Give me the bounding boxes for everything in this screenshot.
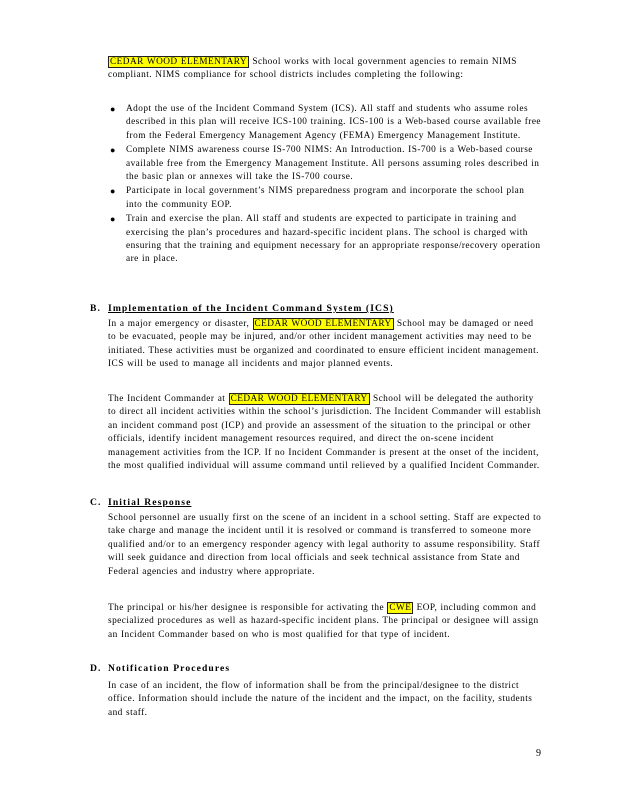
- list-item: ● Complete NIMS awareness course IS-700 NIMS: An Introduction. IS-700 is a Web-based course available free from the Emergency Management Institute. All persons assuming roles described in the basic plan or annexes will take the IS-700 course.: [110, 145, 540, 183]
- nims-requirements-list: [108, 103, 542, 268]
- section-d-paragraph-1: In case of an incident, the flow of information shall be from the principal/designee to the district office. Information should include the nature of the incident and the impact, on the facility, students and staff.: [108, 681, 533, 718]
- bullet-icon: ●: [110, 214, 116, 225]
- intro-text: School works with local government agencies to remain NIMS compliant. NIMS compliance for school districts includes completing the following:: [108, 57, 517, 81]
- school-abbrev-highlight: CWE: [389, 603, 412, 613]
- school-name-highlight: CEDAR WOOD ELEMENTARY: [110, 57, 248, 67]
- section-b-paragraph-2: The Incident Commander at CEDAR WOOD ELEMENTARY School will be delegated the authority to direct all incident activities within the school’s jurisdiction. The Incident Commander will establish an incident command post (ICP) and provide an assessment of the situation to the principal or other officials, identify incident management resources required, and direct the on-scene incident management activities from the ICP. If no Incident Commander is present at the onset of the incident, the most qualified individual will assume command until relieved by a qualified Incident Commander.: [108, 394, 542, 472]
- bullet-icon: ●: [110, 186, 116, 197]
- section-c-paragraph-2: The principal or his/her designee is responsible for activating the CWE EOP, including common and specialized procedures as well as hazard-specific incident plans. The principal or designee will assign an Incident Commander based on who is most qualified for that type of incident.: [108, 603, 539, 640]
- list-item: ● Train and exercise the plan. All staff and students are expected to participate in training and exercising the plan’s procedures and hazard-specific incident plans. The school is charged with ensuring that the training and equipment necessary for an appropriate response/recovery operation are in place.: [110, 214, 541, 265]
- page-number: 9: [536, 748, 541, 759]
- bullet-icon: ●: [110, 104, 116, 114]
- section-c-heading: C. Initial Response: [90, 497, 192, 508]
- section-d-heading: D. Notification Procedures: [90, 663, 231, 674]
- list-item: ● Adopt the use of the Incident Command System (ICS). All staff and students who assume roles described in this plan will receive ICS-100 training. ICS-100 is a Web-based course available free from the Federal Emergency Management Agency (FEMA) Emergency Management Institute.: [110, 104, 541, 141]
- bullet-icon: ●: [110, 145, 116, 156]
- section-c-paragraph-1: School personnel are usually first on the scene of an incident in a school setting. Staff are expected to take charge and manage the incident until it is resolved or command is transferred to someone more qualified and/or to an emergency responder agency with legal authority to assume responsibility. Staff will seek guidance and direction from local officials and seek technical assistance from State and Federal agencies and industry where appropriate.: [108, 513, 542, 577]
- intro-paragraph: [108, 56, 542, 83]
- list-item: ● Participate in local government’s NIMS preparedness program and incorporate the school plan into the community EOP.: [110, 186, 525, 210]
- school-name-highlight: CEDAR WOOD ELEMENTARY: [230, 394, 368, 404]
- school-name-highlight: CEDAR WOOD ELEMENTARY: [254, 319, 392, 329]
- section-b-heading: B. Implementation of the Incident Command System (ICS): [90, 303, 394, 314]
- section-b-paragraph-1: In a major emergency or disaster, CEDAR WOOD ELEMENTARY School may be damaged or need to be evacuated, people may be injured, and/or other incident management activities may need to be initiated. These activities must be organized and coordinated to ensure efficient incident management. ICS will be used to manage all incidents and major planned events.: [108, 319, 539, 370]
